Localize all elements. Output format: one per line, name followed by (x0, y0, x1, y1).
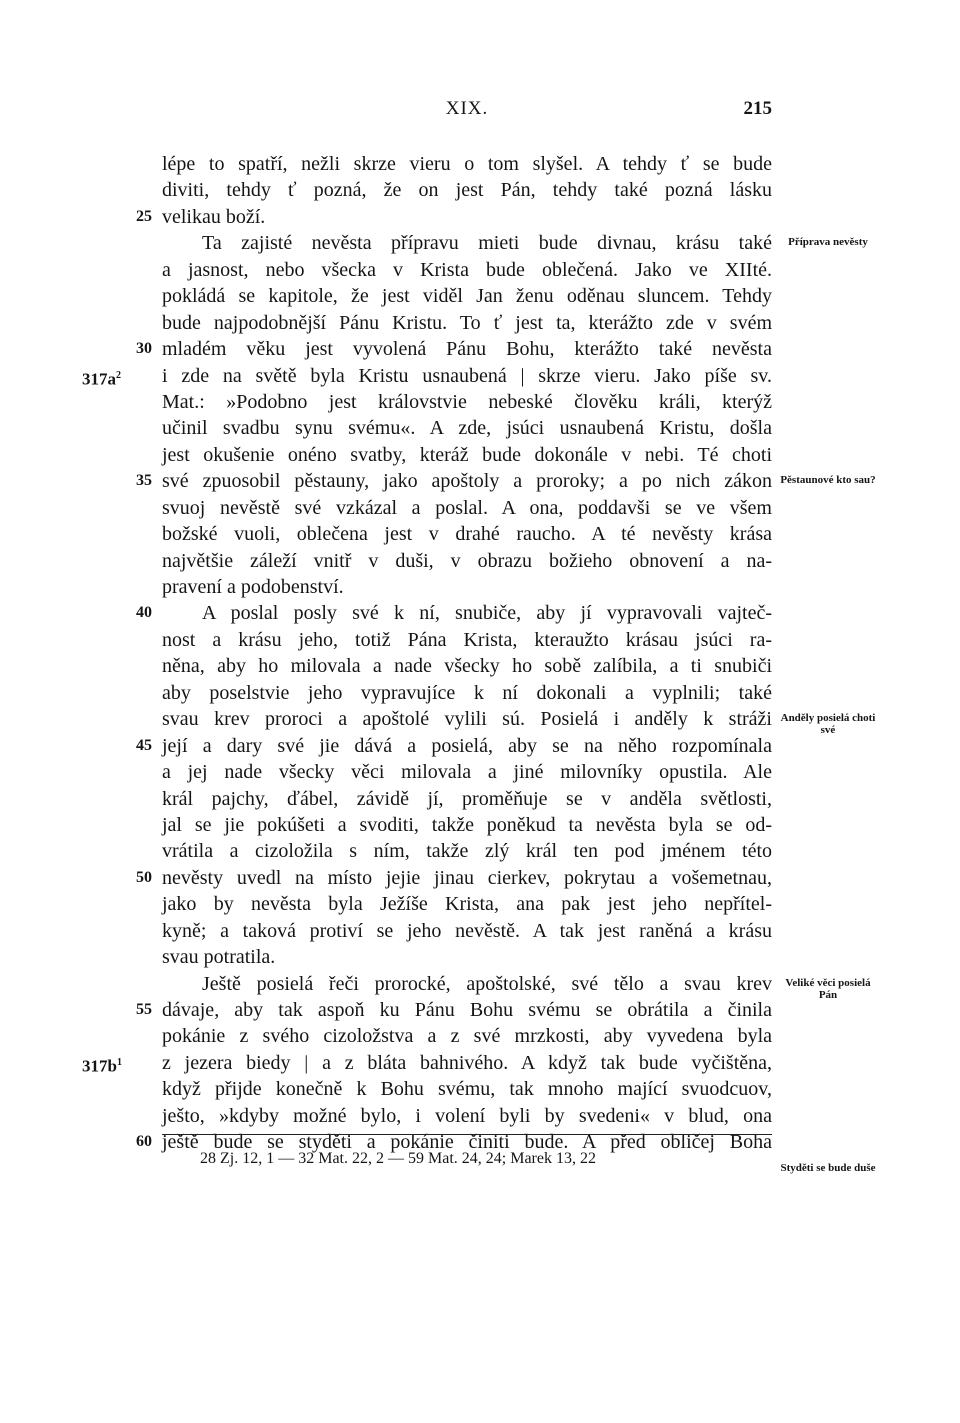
line-text: diviti, tehdy ť pozná, že on jest Pán, tehdy také pozná lásku (162, 179, 772, 202)
marginal-note: Anděly posielá choti své (780, 712, 876, 737)
folio-column: 1 (116, 1056, 122, 1068)
footnote-rule (162, 1134, 772, 1135)
marginal-note: Pěstaunové kto sau? (780, 474, 876, 487)
text-line (162, 442, 772, 468)
line-number: 30 (136, 340, 152, 358)
line-text: Ještě posielá řeči prorocké, apoštolské, své tělo a svau krev (202, 972, 772, 995)
text-line (82, 1050, 772, 1076)
line-text: jest okušenie onéno svatby, kteráž bude dokonále v nebi. Té choti (162, 443, 772, 466)
line-text: mladém věku jest vyvolená Pánu Bohu, kterážto také nevěsta (162, 338, 772, 361)
line-text: pravení a podobenství. (162, 576, 344, 598)
text-line (162, 495, 772, 521)
line-text: nost a krásu jeho, totiž Pána Krista, kteraužto krásau jsúci ra- (162, 628, 772, 651)
text-line (162, 177, 772, 203)
text-line (162, 891, 772, 917)
text-line (162, 653, 772, 679)
text-line (162, 283, 772, 309)
text-line (162, 944, 772, 970)
marginal-note: Příprava nevěsty (788, 236, 868, 249)
folio-marker (82, 1050, 122, 1080)
line-text: Ta zajisté nevěsta přípravu mieti bude divnau, krásu také (202, 232, 772, 255)
text-line (162, 230, 772, 256)
page-header (162, 98, 772, 128)
footnote: 28 Zj. 12, 1 — 32 Mat. 22, 2 — 59 Mat. 24, 24; Marek 13, 22 (200, 1150, 596, 1167)
line-text: a jasnost, nebo všecka v Krista bude oblečená. Jako ve XIIté. (162, 258, 772, 281)
line-text: kyně; a taková protiví se jeho nevěstě. A tak jest raněná a krásu (162, 919, 772, 942)
text-line (162, 1103, 772, 1129)
line-text: jako by nevěsta byla Ježíše Krista, ana pak jest jeho nepřítel- (162, 893, 772, 916)
running-title: XIX. (445, 98, 489, 119)
line-number: 55 (136, 1001, 152, 1018)
line-text: A poslal posly své k ní, snubiče, aby jí vypravovali vajteč- (202, 602, 772, 625)
line-text: učinil svadbu synu svému«. A zde, jsúci usnaubená Kristu, došla (162, 417, 772, 440)
line-text: svuoj nevěstě své vzkázal a poslal. A ona, poddavši se ve všem (162, 496, 772, 519)
line-text: aby poselstvie jeho vypravujíce k ní dokonali a vyplnili; také (162, 681, 772, 704)
line-text: svau krev proroci a apoštolé vylili sú. Posielá i anděly k stráži (162, 708, 772, 731)
line-number: 50 (136, 868, 152, 886)
text-line (136, 468, 772, 494)
text-line (162, 812, 772, 838)
line-text: ještě bude se styděti a pokánie činiti bude. A před obličej Boha (162, 1131, 772, 1154)
text-line (162, 548, 772, 574)
line-text: jal se jie pokúšeti a svoditi, takže poněkud ta nevěsta byla se od- (162, 813, 772, 836)
text-line (136, 997, 772, 1023)
text-line (162, 389, 772, 415)
text-line (136, 600, 772, 626)
page-number: 215 (743, 98, 772, 119)
folio-column: 2 (116, 369, 121, 381)
text-line (136, 865, 772, 891)
text-line (162, 838, 772, 864)
body-text (82, 151, 772, 1156)
line-number: 60 (136, 1133, 152, 1151)
text-line (162, 680, 772, 706)
text-line (162, 1076, 772, 1102)
line-text: ješto, »kdyby možné bylo, i volení byli by svedeni« v blud, ona (162, 1104, 772, 1127)
line-text: dávaje, aby tak aspoň ku Pánu Bohu svému se obrátila a činila (162, 999, 772, 1021)
line-number: 25 (136, 207, 152, 225)
folio-number: 317b (82, 1056, 117, 1076)
text-line (162, 918, 772, 944)
line-text: něna, aby ho milovala a nade všecky ho sobě zalíbila, a ti snubiči (162, 655, 772, 678)
marginal-note: Veliké věci posielá Pán (785, 976, 871, 1001)
line-text: a jej nade všecky věci milovala a jiné milovníky opustila. Ale (162, 761, 772, 784)
line-text: vrátila a cizoložila s ním, takže zlý král ten pod jménem této (162, 840, 772, 863)
line-number: 45 (136, 736, 152, 754)
text-line (162, 257, 772, 283)
text-line (162, 151, 772, 177)
line-text: když přijde konečně k Bohu svému, tak mnoho mající svuodcuov, (162, 1078, 772, 1101)
text-line (162, 786, 772, 812)
folio-number: 317a (82, 369, 116, 389)
line-text: i zde na světě byla Kristu usnaubená | skrze vieru. Jako píše sv. (162, 364, 772, 387)
text-line (162, 310, 772, 336)
line-text: nevěsty uvedl na místo jejie jinau cierkev, pokrytau a vošemetnau, (162, 866, 772, 889)
text-line (162, 627, 772, 653)
text-line (162, 574, 772, 600)
line-text: král pajchy, ďábel, závidě jí, proměňuje se v anděla světlosti, (162, 787, 772, 810)
text-line (162, 971, 772, 997)
folio-marker (82, 363, 121, 393)
text-line (136, 336, 772, 362)
line-text: lépe to spatří, nežli skrze vieru o tom slyšel. A tehdy ť se bude (162, 153, 772, 175)
text-line (162, 706, 772, 732)
text-line (162, 759, 772, 785)
line-number: 40 (136, 604, 152, 622)
line-text: její a dary své jie dává a posielá, aby se na něho rozpomínala (162, 734, 772, 757)
line-text: své zpuosobil pěstauny, jako apoštoly a proroky; a po nich zákon (162, 470, 772, 493)
line-text: z jezera biedy | a z bláta bahnivého. A když tak bude vyčištěna, (162, 1051, 772, 1074)
line-text: pokánie z svého cizoložstva a z své mrzkosti, aby vyvedena byla (162, 1025, 772, 1048)
marginal-note: Styděti se bude duše (780, 1162, 876, 1175)
text-line (136, 733, 772, 759)
line-text: bude najpodobnější Pánu Kristu. To ť jest ta, kterážto zde v svém (162, 311, 772, 334)
text-line (136, 204, 772, 230)
line-text: svau potratila. (162, 946, 276, 969)
text-line (162, 415, 772, 441)
line-text: najvětšie záleží vnitř v duši, v obrazu božieho obnovení a na- (162, 549, 772, 572)
line-text: velikau boží. (162, 205, 266, 228)
text-line (82, 363, 772, 389)
text-line (162, 1023, 772, 1049)
line-text: božské vuoli, oblečena jest v drahé raucho. A té nevěsty krása (162, 523, 772, 546)
line-number: 35 (136, 472, 152, 490)
line-text: Mat.: »Podobno jest královstvie nebeské člověku králi, kterýž (162, 390, 772, 413)
line-text: pokládá se kapitole, že jest viděl Jan ženu oděnau sluncem. Tehdy (162, 285, 772, 308)
text-line (162, 521, 772, 547)
